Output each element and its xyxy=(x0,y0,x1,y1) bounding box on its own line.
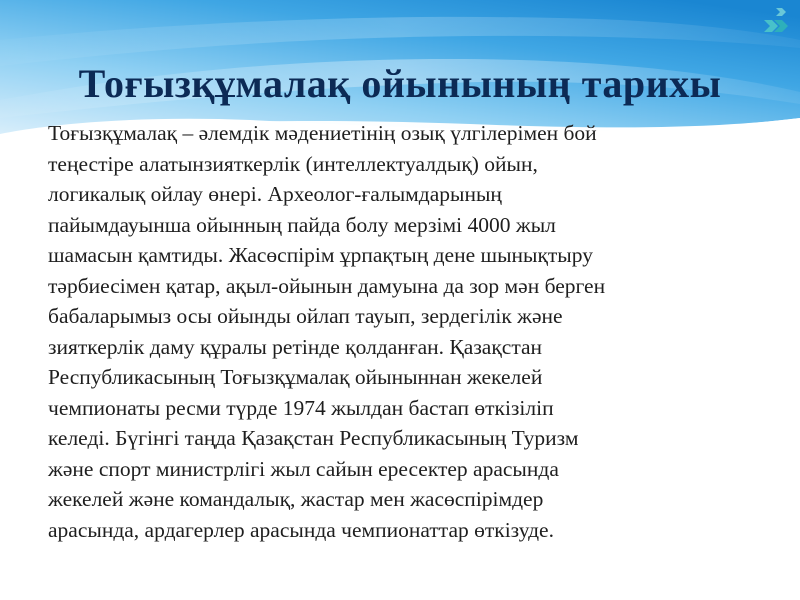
paragraph-line: зияткерлік даму құралы ретінде қолданған. Қазақстан xyxy=(48,334,543,359)
paragraph-line: тәрбиесімен қатар, ақыл-ойынын дамуына да зор мән берген xyxy=(48,273,606,298)
paragraph-line: теңестіре алатынзияткерлік (интеллектуалдық) ойын, xyxy=(48,151,538,176)
paragraph-line: келеді. Бүгінгі таңда Қазақстан Республикасының Туризм xyxy=(48,426,579,450)
paragraph-line: шамасын қамтиды. Жасөспірім ұрпақтың дене шынықтыру xyxy=(48,243,593,267)
paragraph-line: арасында, ардагерлер арасында чемпионаттар өткізуде. xyxy=(48,517,554,542)
paragraph-line: логикалық ойлау өнері. Археолог-ғалымдарының xyxy=(48,182,502,206)
paragraph-line: пайымдауынша ойынның пайда болу мерзімі 4000 жыл xyxy=(48,212,556,237)
paragraph-line: жекелей және командалық, жастар мен жасөспірімдер xyxy=(48,487,544,511)
paragraph-line: бабаларымыз осы ойынды ойлап тауып, зердегілік және xyxy=(48,304,563,328)
paragraph-line: Тоғызқұмалақ – әлемдік мәдениетінің озық үлгілерімен бой xyxy=(48,121,597,145)
body-paragraph xyxy=(48,118,768,545)
paragraph-line: чемпионаты ресми түрде 1974 жылдан бастап өткізіліп xyxy=(48,395,554,420)
paragraph-line: Республикасының Тоғызқұмалақ ойыныннан жекелей xyxy=(48,365,543,389)
slide-title: Тоғызқұмалақ ойынының тарихы xyxy=(78,61,722,106)
paragraph-line: және спорт министрлігі жыл сайын ересектер арасында xyxy=(48,456,559,481)
